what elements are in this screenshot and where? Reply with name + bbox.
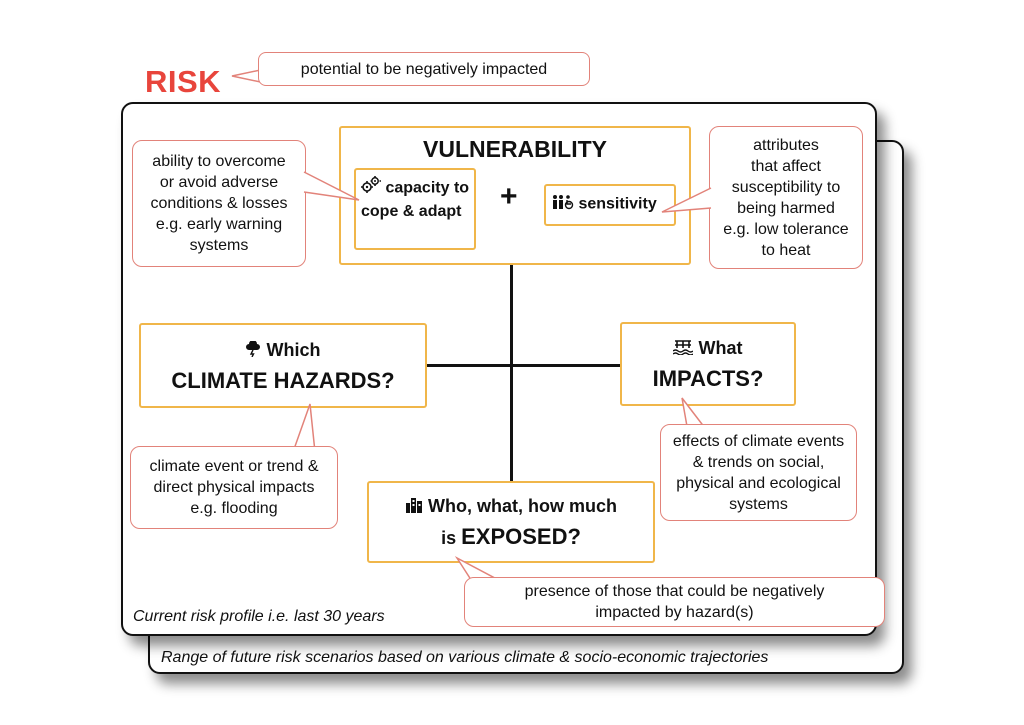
capacity-note-line: or avoid adverse	[159, 174, 279, 191]
sensitivity-note-line: being harmed	[737, 199, 835, 217]
exposure-line2	[367, 524, 655, 550]
hazards-note-line: direct physical impacts	[153, 479, 315, 496]
sensitivity-content	[552, 194, 657, 215]
hazards-which-label: Which	[266, 340, 321, 360]
impacts-what-label: What	[698, 338, 743, 358]
sensitivity-note-line: that affect	[751, 157, 821, 175]
exposure-note	[464, 577, 885, 627]
risk-definition-text: potential to be negatively impacted	[300, 60, 548, 78]
exposure-box	[367, 481, 655, 563]
capacity-label: capacity to cope & adapt	[361, 179, 470, 220]
sensitivity-note	[709, 126, 863, 269]
sensitivity-note-line: attributes	[753, 136, 819, 154]
hazards-note-line: climate event or trend &	[149, 458, 319, 475]
capacity-note-line: conditions & losses	[150, 195, 288, 212]
sensitivity-note-line: e.g. low tolerance	[723, 220, 849, 238]
exposure-note-line: impacted by hazard(s)	[595, 604, 754, 621]
hazards-note-line: e.g. flooding	[190, 500, 278, 517]
impacts-note-line: effects of climate events	[672, 432, 845, 450]
storm-cloud-icon	[245, 341, 261, 362]
exposure-who-label: Who, what, how much	[428, 496, 617, 516]
impacts-note	[660, 424, 857, 521]
impacts-note-line: systems	[729, 495, 788, 513]
capacity-note	[132, 140, 306, 267]
sensitivity-note-line: susceptibility to	[731, 178, 841, 196]
vertical-connector	[510, 263, 513, 481]
impacts-note-line: & trends on social,	[692, 453, 825, 471]
capacity-content	[361, 176, 473, 223]
sensitivity-note-line: to heat	[761, 241, 811, 259]
capacity-note-line: e.g. early warning	[155, 216, 283, 233]
current-risk-label: Current risk profile i.e. last 30 years	[133, 608, 385, 625]
impacts-box	[620, 322, 796, 406]
hazards-box	[139, 323, 427, 408]
risk-definition-note	[258, 52, 590, 86]
plus-sign: +	[500, 180, 518, 213]
gears-icon	[361, 176, 381, 201]
impacts-note-line: physical and ecological	[676, 474, 841, 492]
capacity-note-line: ability to overcome	[152, 153, 286, 170]
exposure-line1	[367, 496, 655, 518]
buildings-icon	[405, 497, 423, 518]
flood-icon	[673, 339, 693, 360]
impacts-line2: IMPACTS?	[652, 366, 764, 391]
hazards-note	[130, 446, 338, 529]
sensitivity-label: sensitivity	[578, 195, 657, 213]
exposure-exposed-label: EXPOSED?	[461, 524, 581, 549]
vulnerability-title: VULNERABILITY	[423, 136, 607, 162]
hazards-line1	[139, 340, 427, 362]
people-icon	[552, 194, 574, 215]
capacity-note-line: systems	[189, 237, 249, 254]
exposure-is-label: is	[441, 528, 462, 548]
hazards-line2: CLIMATE HAZARDS?	[171, 368, 395, 393]
capacity-note-tail	[304, 170, 364, 210]
future-scenarios-label: Range of future risk scenarios based on various climate & socio-economic trajectories	[161, 649, 769, 666]
impacts-line1	[620, 338, 796, 360]
risk-title: RISK	[145, 64, 222, 99]
exposure-note-line: presence of those that could be negatively	[524, 583, 825, 600]
horizontal-connector	[425, 364, 622, 367]
sensitivity-note-tail	[660, 186, 712, 222]
